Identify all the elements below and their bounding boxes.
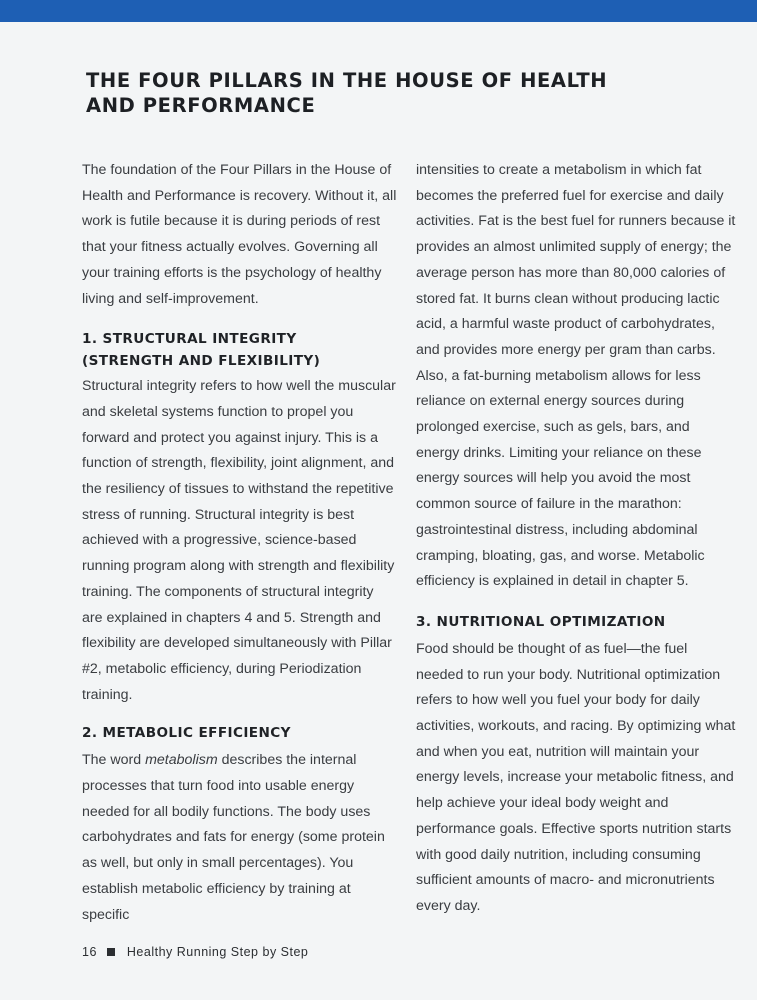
page-title bbox=[86, 68, 686, 118]
intro-paragraph: The foundation of the Four Pillars in the House of Health and Performance is recovery. Without it, all work is futile because it is during periods of rest that your fitness actually evolves. Governing all your training efforts is the psychology of healthy living and self-improvement. bbox=[82, 162, 397, 307]
section-2-body-rest: describes the internal processes that turn food into usable energy needed for all bodily functions. The body uses carbohydrates and fats for energy (some protein as well, but only in small percentages). You establish metabolic efficiency by training at specific bbox=[82, 752, 385, 923]
running-footer-title: Healthy Running Step by Step bbox=[126, 945, 309, 959]
section-2-body-emphasis: metabolism bbox=[145, 752, 218, 769]
page-footer bbox=[82, 945, 308, 959]
section-3-body: Food should be thought of as fuel—the fuel needed to run your body. Nutritional optimization refers to how well you fuel your body for daily activities, workouts, and racing. By optimizing what and when you eat, nutrition will maintain your energy levels, increase your metabolic fitness, and help achieve your ideal body weight and performance goals. Effective sports nutrition starts with good daily nutrition, including consuming sufficient amounts of macro- and micronutrients every day. bbox=[416, 640, 736, 914]
page-title-line-1: THE FOUR PILLARS IN THE HOUSE OF HEALTH bbox=[86, 69, 608, 92]
section-2-body-start: The word bbox=[82, 752, 146, 769]
top-color-bar bbox=[0, 0, 757, 22]
section-1-heading-line-1: 1. STRUCTURAL INTEGRITY bbox=[82, 331, 297, 348]
section-1-heading-line-2: (STRENGTH AND FLEXIBILITY) bbox=[82, 353, 321, 370]
section-2-heading: 2. METABOLIC EFFICIENCY bbox=[82, 725, 291, 742]
section-2-body-continued: intensities to create a metabolism in which fat becomes the preferred fuel for exercise and daily activities. Fat is the best fuel for runners because it provides an almost unlimited supply of energy; the average person has more than 80,000 calories of stored fat. It burns clean without producing lactic acid, a harmful waste product of carbohydrates, and provides more energy per gram than carbs. Also, a fat-burning metabolism allows for less reliance on external energy sources during prolonged exercise, such as gels, bars, and energy drinks. Limiting your reliance on these energy sources will help you avoid the most common source of failure in the marathon: gastrointestinal distress, including abdominal cramping, bloating, gas, and worse. Metabolic efficiency is explained in detail in chapter 5. bbox=[416, 162, 736, 590]
page-number: 16 bbox=[82, 945, 97, 959]
right-column bbox=[416, 158, 736, 920]
section-2-body bbox=[82, 748, 397, 928]
left-column bbox=[82, 158, 397, 928]
page-title-line-2: AND PERFORMANCE bbox=[86, 94, 316, 117]
section-1-heading bbox=[82, 328, 397, 372]
section-3-heading: 3. NUTRITIONAL OPTIMIZATION bbox=[416, 613, 666, 630]
section-1-body: Structural integrity refers to how well the muscular and skeletal systems function to propel you forward and protect you against injury. This is a function of strength, flexibility, joint alignment, and the resiliency of tissues to withstand the repetitive stress of running. Structural integrity is best achieved with a progressive, science-based running program along with strength and flexibility training. The components of structural integrity are explained in chapters 4 and 5. Strength and flexibility are developed simultaneously with Pillar #2, metabolic efficiency, during Periodization training. bbox=[82, 378, 396, 703]
square-bullet-icon bbox=[107, 948, 115, 956]
